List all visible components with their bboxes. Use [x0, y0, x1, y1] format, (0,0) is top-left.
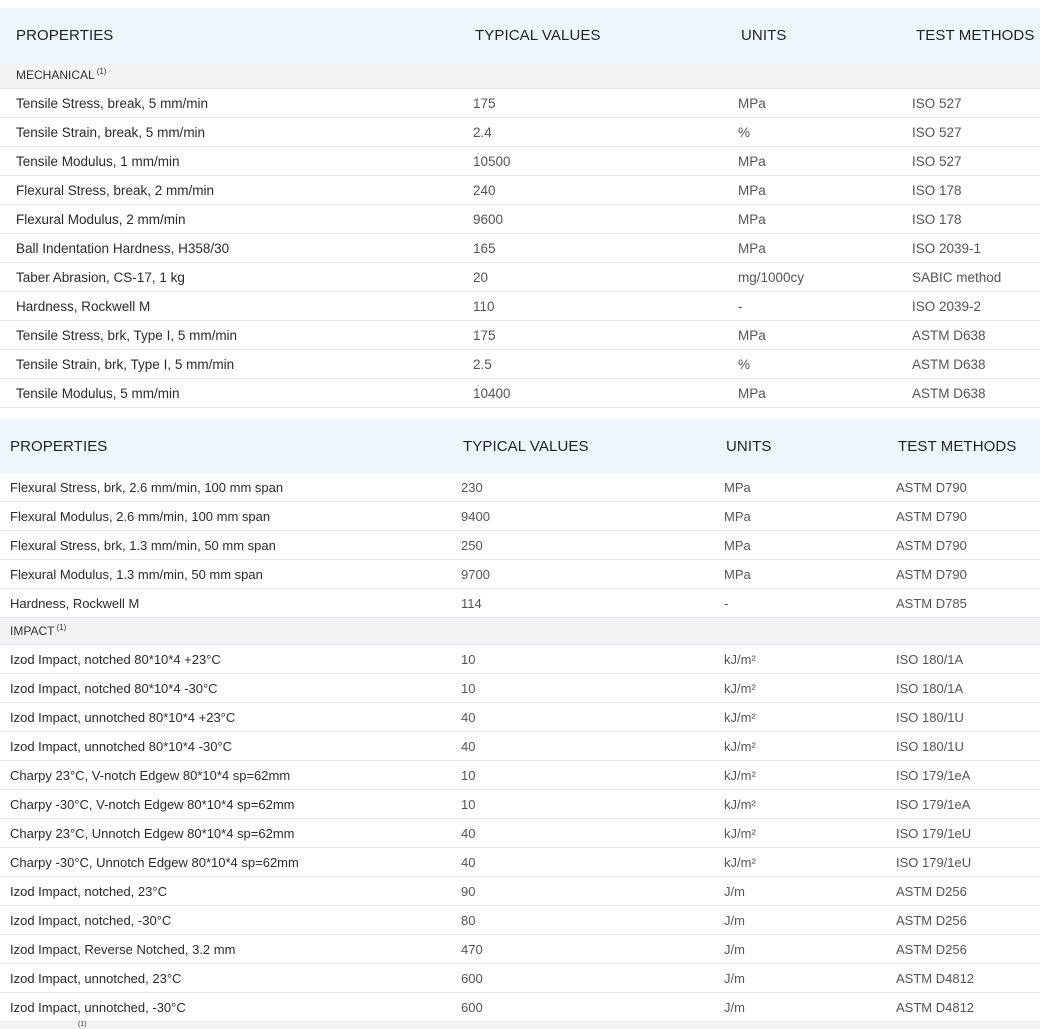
test-method: ISO 180/1A	[896, 680, 964, 696]
test-method: ASTM D790	[896, 479, 967, 495]
table-row	[0, 589, 1040, 618]
test-method: ISO 179/1eU	[896, 854, 972, 870]
test-method: ASTM D790	[896, 537, 967, 553]
unit: J/m	[724, 912, 745, 928]
property-name: Charpy 23°C, V-notch Edgew 80*10*4 sp=62mm	[10, 767, 291, 783]
table-row	[0, 263, 1040, 292]
typical-value: 250	[461, 537, 483, 553]
typical-value: 230	[461, 479, 483, 495]
property-name: Izod Impact, unnotched, -30°C	[10, 999, 186, 1015]
property-name: Taber Abrasion, CS-17, 1 kg	[16, 269, 185, 285]
unit: MPa	[738, 211, 766, 227]
table-row	[0, 379, 1040, 408]
table-row	[0, 906, 1040, 935]
test-method: ASTM D638	[912, 327, 986, 343]
unit: kJ/m²	[724, 651, 756, 667]
test-method: ASTM D638	[912, 385, 986, 401]
unit: -	[724, 595, 729, 611]
table-row	[0, 560, 1040, 589]
table-row	[0, 292, 1040, 321]
property-name: Flexural Stress, brk, 2.6 mm/min, 100 mm span	[10, 479, 284, 495]
section-label	[10, 618, 66, 644]
header-test-methods: TEST METHODS	[916, 26, 1035, 44]
typical-value: 9600	[473, 211, 504, 227]
unit: MPa	[724, 479, 751, 495]
property-name: Izod Impact, unnotched 80*10*4 -30°C	[10, 738, 233, 754]
unit: kJ/m²	[724, 825, 756, 841]
typical-value: 240	[473, 182, 496, 198]
test-method: ASTM D790	[896, 566, 967, 582]
typical-value: 9400	[461, 508, 490, 524]
header-test-methods: TEST METHODS	[898, 437, 1017, 455]
test-method: ASTM D790	[896, 508, 967, 524]
header-properties: PROPERTIES	[16, 26, 114, 44]
unit: MPa	[738, 95, 766, 111]
property-name: Izod Impact, notched, 23°C	[10, 883, 167, 899]
table-row	[0, 89, 1040, 118]
table-row	[0, 147, 1040, 176]
table-body	[0, 89, 1040, 408]
typical-value: 600	[461, 999, 483, 1015]
property-name: Izod Impact, unnotched, 23°C	[10, 970, 182, 986]
footnote-marker: (1)	[56, 622, 67, 632]
section-label-text: MECHANICAL	[16, 68, 95, 82]
typical-value: 110	[473, 298, 495, 314]
property-name: Tensile Stress, brk, Type I, 5 mm/min	[16, 327, 238, 343]
property-name: Hardness, Rockwell M	[10, 595, 140, 611]
properties-table-continued	[0, 419, 1040, 1022]
table-row	[0, 993, 1040, 1022]
test-method: SABIC method	[912, 269, 1002, 285]
unit: -	[738, 298, 743, 314]
unit: J/m	[724, 970, 745, 986]
header-units: UNITS	[741, 26, 787, 44]
table-header	[0, 8, 1040, 62]
table-row	[0, 790, 1040, 819]
test-method: ISO 180/1U	[896, 709, 964, 725]
table-row	[0, 848, 1040, 877]
table-body	[0, 473, 1040, 618]
typical-value: 2.4	[473, 124, 492, 140]
table-row	[0, 877, 1040, 906]
unit: J/m	[724, 883, 745, 899]
property-name: Tensile Stress, break, 5 mm/min	[16, 95, 209, 111]
property-name: Charpy 23°C, Unnotch Edgew 80*10*4 sp=62mm	[10, 825, 295, 841]
section-row-impact	[0, 618, 1040, 645]
typical-value: 10	[461, 767, 476, 783]
unit: MPa	[724, 508, 751, 524]
property-name: Izod Impact, notched, -30°C	[10, 912, 172, 928]
typical-value: 2.5	[473, 356, 492, 372]
unit: MPa	[738, 240, 766, 256]
unit: %	[738, 356, 751, 372]
typical-value: 40	[461, 825, 476, 841]
property-name: Izod Impact, notched 80*10*4 -30°C	[10, 680, 218, 696]
unit: MPa	[738, 182, 766, 198]
table-row	[0, 645, 1040, 674]
table-header	[0, 419, 1040, 473]
table-row	[0, 350, 1040, 379]
typical-value: 10400	[473, 385, 511, 401]
test-method: ISO 179/1eA	[896, 767, 971, 783]
footnote-marker: (1)	[96, 66, 107, 76]
unit: J/m	[724, 941, 745, 957]
typical-value: 40	[461, 854, 476, 870]
test-method: ISO 178	[912, 211, 962, 227]
unit: kJ/m²	[724, 680, 756, 696]
typical-value: 40	[461, 738, 476, 754]
table-row	[0, 674, 1040, 703]
property-name: Tensile Strain, brk, Type I, 5 mm/min	[16, 356, 235, 372]
test-method: ISO 178	[912, 182, 962, 198]
typical-value: 9700	[461, 566, 490, 582]
property-name: Izod Impact, unnotched 80*10*4 +23°C	[10, 709, 236, 725]
test-method: ASTM D785	[896, 595, 967, 611]
table-row	[0, 473, 1040, 502]
test-method: ISO 179/1eU	[896, 825, 972, 841]
property-name: Tensile Strain, break, 5 mm/min	[16, 124, 206, 140]
typical-value: 90	[461, 883, 476, 899]
unit: MPa	[738, 385, 766, 401]
unit: MPa	[738, 153, 766, 169]
table-row	[0, 935, 1040, 964]
test-method: ASTM D256	[896, 941, 967, 957]
properties-table-mechanical	[0, 8, 1040, 408]
test-method: ISO 527	[912, 95, 962, 111]
typical-value: 10	[461, 796, 476, 812]
typical-value: 40	[461, 709, 476, 725]
property-name: Flexural Stress, break, 2 mm/min	[16, 182, 215, 198]
typical-value: 20	[473, 269, 489, 285]
unit: MPa	[724, 537, 751, 553]
typical-value: 10500	[473, 153, 511, 169]
footnote-marker: (1)	[78, 1021, 87, 1028]
section-label-text: IMPACT	[10, 624, 55, 638]
test-method: ASTM D4812	[896, 970, 975, 986]
property-name: Izod Impact, Reverse Notched, 3.2 mm	[10, 941, 236, 957]
unit: MPa	[724, 566, 751, 582]
test-method: ISO 527	[912, 153, 962, 169]
unit: MPa	[738, 327, 766, 343]
test-method: ASTM D638	[912, 356, 986, 372]
table-row	[0, 176, 1040, 205]
header-typical-values: TYPICAL VALUES	[463, 437, 589, 455]
table-row	[0, 234, 1040, 263]
property-name: Ball Indentation Hardness, H358/30	[16, 240, 230, 256]
unit: kJ/m²	[724, 796, 756, 812]
header-typical-values: TYPICAL VALUES	[475, 26, 601, 44]
typical-value: 165	[473, 240, 496, 256]
table-row	[0, 205, 1040, 234]
header-units: UNITS	[726, 437, 772, 455]
unit: kJ/m²	[724, 709, 756, 725]
table-row	[0, 732, 1040, 761]
section-row-mechanical	[0, 62, 1040, 89]
property-name: Flexural Modulus, 2.6 mm/min, 100 mm span	[10, 508, 271, 524]
table-row	[0, 819, 1040, 848]
unit: J/m	[724, 999, 745, 1015]
unit: kJ/m²	[724, 854, 756, 870]
test-method: ISO 2039-1	[912, 240, 982, 256]
typical-value: 600	[461, 970, 483, 986]
property-name: Tensile Modulus, 1 mm/min	[16, 153, 180, 169]
unit: kJ/m²	[724, 738, 756, 754]
typical-value: 175	[473, 95, 496, 111]
section-label	[16, 62, 106, 88]
table-row	[0, 964, 1040, 993]
typical-value: 10	[461, 680, 476, 696]
property-name: Charpy -30°C, V-notch Edgew 80*10*4 sp=62mm	[10, 796, 295, 812]
unit: mg/1000cy	[738, 269, 805, 285]
typical-value: 10	[461, 651, 476, 667]
typical-value: 175	[473, 327, 496, 343]
test-method: ISO 180/1A	[896, 651, 964, 667]
test-method: ASTM D256	[896, 883, 967, 899]
unit: kJ/m²	[724, 767, 756, 783]
test-method: ISO 180/1U	[896, 738, 964, 754]
property-name: Flexural Modulus, 2 mm/min	[16, 211, 186, 227]
table-row	[0, 502, 1040, 531]
test-method: ASTM D256	[896, 912, 967, 928]
unit: %	[738, 124, 751, 140]
property-name: Flexural Stress, brk, 1.3 mm/min, 50 mm span	[10, 537, 276, 553]
table-body	[0, 645, 1040, 1022]
table-row	[0, 761, 1040, 790]
test-method: ISO 179/1eA	[896, 796, 971, 812]
typical-value: 114	[461, 595, 482, 611]
next-section-row-partial	[0, 1022, 1040, 1029]
property-name: Tensile Modulus, 5 mm/min	[16, 385, 180, 401]
test-method: ASTM D4812	[896, 999, 975, 1015]
property-name: Hardness, Rockwell M	[16, 298, 151, 314]
table-row	[0, 118, 1040, 147]
table-row	[0, 703, 1040, 732]
test-method: ISO 2039-2	[912, 298, 982, 314]
property-name: Charpy -30°C, Unnotch Edgew 80*10*4 sp=62mm	[10, 854, 299, 870]
table-row	[0, 531, 1040, 560]
property-name: Flexural Modulus, 1.3 mm/min, 50 mm span	[10, 566, 263, 582]
typical-value: 470	[461, 941, 483, 957]
test-method: ISO 527	[912, 124, 962, 140]
property-name: Izod Impact, notched 80*10*4 +23°C	[10, 651, 221, 667]
header-properties: PROPERTIES	[10, 437, 108, 455]
typical-value: 80	[461, 912, 476, 928]
table-row	[0, 321, 1040, 350]
